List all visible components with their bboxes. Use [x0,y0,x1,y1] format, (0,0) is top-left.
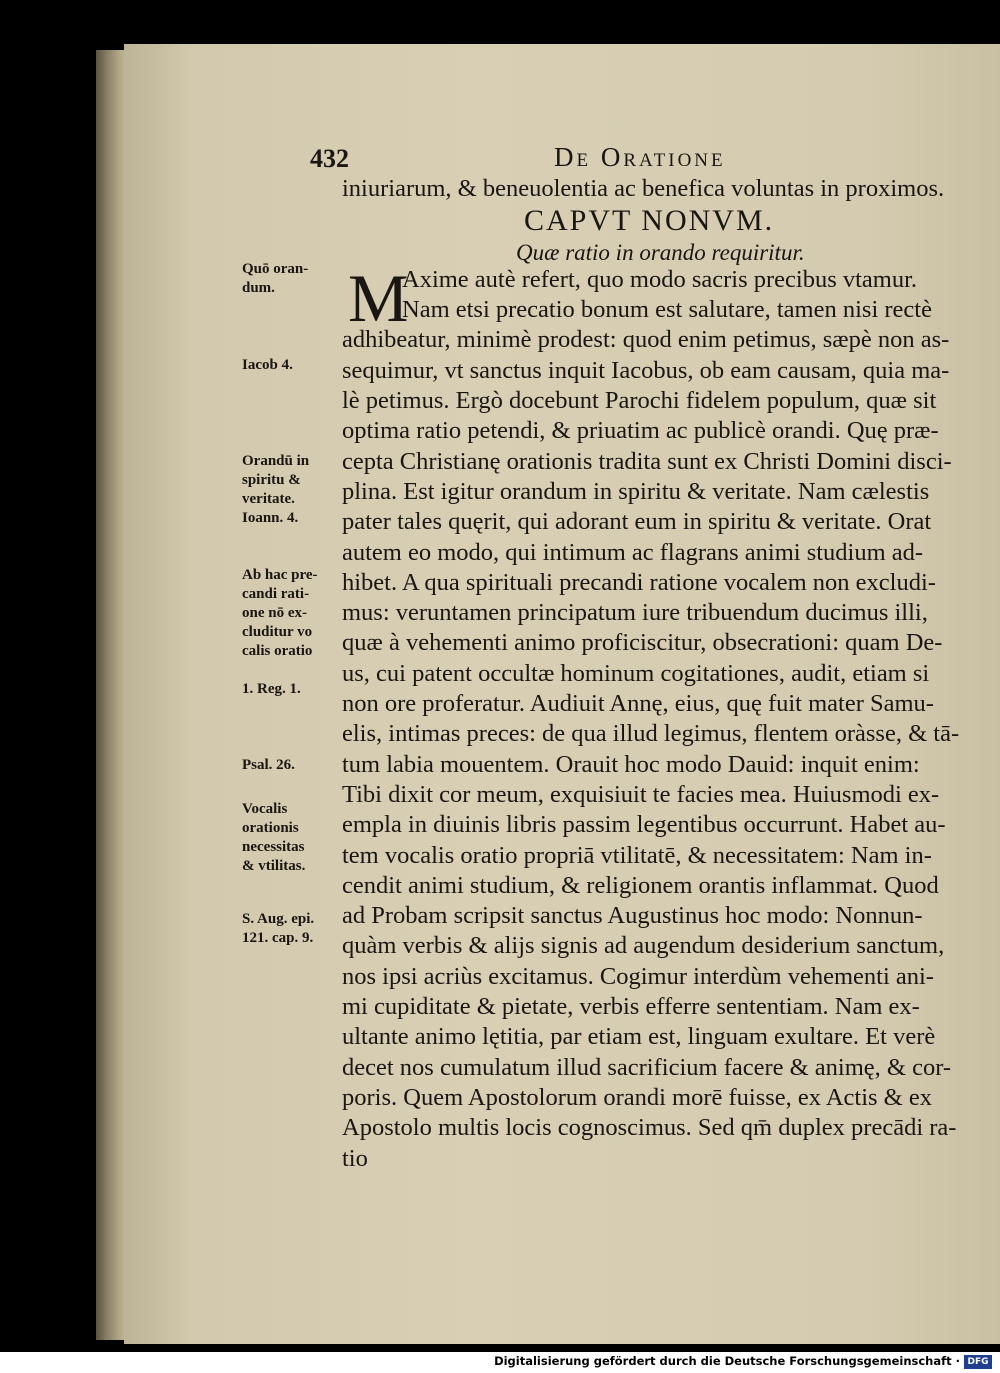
text-line: ultante animo lętitia, par etiam est, linguam exultare. Et verè [342,1023,936,1051]
margin-note-line: calis oratio [242,643,313,659]
text-line: non ore proferatur. Audiuit Annę, eius, quę fuit mater Samu- [342,690,934,718]
dfg-logo: DFG [964,1355,992,1369]
text-line: tio [342,1144,368,1172]
text-line: mi cupiditate & pietate, verbis efferre sententiam. Nam ex- [342,993,920,1021]
text-line: tem vocalis oratio propriā vtilitatē, & necessitatem: Nam in- [342,841,932,869]
margin-note-line: 121. cap. 9. [242,930,314,946]
margin-note [242,756,350,775]
body-text [342,174,967,1174]
footer-bar [0,1352,1000,1373]
text-line: quæ à vehementi animo proficiscitur, obsecrationi: quam De- [342,629,943,657]
margin-note [242,680,350,699]
margin-note-line: Ab hac pre- [242,567,318,583]
margin-note-line: Ioann. 4. [242,510,299,526]
text-line: tum labia mouentem. Orauit hoc modo Dauid: inquit enim: [342,750,920,778]
margin-note-line: necessitas [242,839,305,855]
margin-note-line: cluditur vo [242,624,313,640]
margin-note [242,566,350,661]
margin-note-line: Orandū in [242,453,310,469]
margin-note [242,452,350,528]
text-line: mus: veruntamen principatum iure tribuendum ducimus illi, [342,599,928,627]
margin-note-line: candi rati- [242,586,310,602]
text-line: hibet. A qua spirituali precandi ratione vocalem non excludi- [342,568,936,596]
text-line: poris. Quem Apostolorum orandi morē fuisse, ex Actis & ex [342,1083,932,1111]
text-line: Axime autè refert, quo modo sacris precibus vtamur. [402,265,918,293]
drop-cap: M [348,260,409,336]
margin-note-line: Iacob 4. [242,357,293,373]
text-line: empla in diuinis libris passim legentibus occurrunt. Habet au- [342,811,946,839]
margin-note [242,800,350,876]
text-line: ad Probam scripsit sanctus Augustinus hoc modo: Nonnun- [342,902,923,930]
margin-note [242,260,350,298]
margin-note-line: S. Aug. epi. [242,911,315,927]
margin-note-line: Vocalis [242,801,288,817]
text-line: us, cui patent occultæ hominum cogitationes, audit, etiam si [342,659,930,687]
text-line: quàm verbis & alijs signis ad augendum desiderium sanctum, [342,932,945,960]
text-line: plina. Est igitur orandum in spiritu & veritate. Nam cælestis [342,477,930,505]
margin-note [242,910,350,948]
margin-note [242,356,350,375]
text-line: sequimur, vt sanctus inquit Iacobus, ob eam causam, quia ma- [342,356,950,384]
text-line: cepta Christianę orationis tradita sunt ex Christi Domini disci- [342,447,952,475]
text-line: Tibi dixit cor meum, exquisiuit te facies mea. Huiusmodi ex- [342,780,940,808]
text-line: nos ipsi acriùs excitamus. Cogimur interdùm vehementi ani- [342,962,934,990]
text-line: lè petimus. Ergò docebunt Parochi fidelem populum, quæ sit [342,387,937,415]
text-line: autem eo modo, qui intimum ac flagrans animi studium ad- [342,538,924,566]
margin-note-line: veritate. [242,491,295,507]
chapter-subtitle: Quæ ratio in orando requiritur. [516,240,805,265]
page-number: 432 [310,144,349,173]
book-page [124,44,1000,1344]
text-line: iniuriarum, & beneuolentia ac benefica voluntas in proximos. [342,175,945,202]
margin-note-line: orationis [242,820,299,836]
margin-note-line: dum. [242,280,275,296]
running-title: De Oratione [554,142,726,172]
margin-note-line: Psal. 26. [242,757,295,773]
text-line: pater tales quęrit, qui adorant eum in spiritu & veritate. Orat [342,508,932,536]
text-line: Apostolo multis locis cognoscimus. Sed qm̄ duplex precādi ra- [342,1114,957,1142]
text-line: Nam etsi precatio bonum est salutare, tamen nisi rectè [402,296,932,324]
text-line: adhibeatur, minimè prodest: quod enim petimus, sæpè non as- [342,326,950,354]
text-line [342,204,967,234]
margin-note-line: spiritu & [242,472,301,488]
text-line: elis, intimas preces: de qua illud legimus, flentem oràsse, & tā- [342,720,960,748]
text-line [342,235,967,265]
margin-note-line: 1. Reg. 1. [242,681,301,697]
footer-credit: Digitalisierung gefördert durch die Deutsche Forschungsgemeinschaft · [494,1354,960,1368]
margin-note-line: Quō oran- [242,261,309,277]
margin-note-line: & vtilitas. [242,858,306,874]
chapter-title: CAPVT NONVM. [524,204,775,237]
text-line: optima ratio petendi, & priuatim ac publicè orandi. Quę præ- [342,417,939,445]
margin-note-line: one nō ex- [242,605,307,621]
text-line: decet nos cumulatum illud sacrificium facere & animę, & cor- [342,1053,952,1081]
text-line: cendit animi studium, & religionem orantis inflammat. Quod [342,871,939,899]
